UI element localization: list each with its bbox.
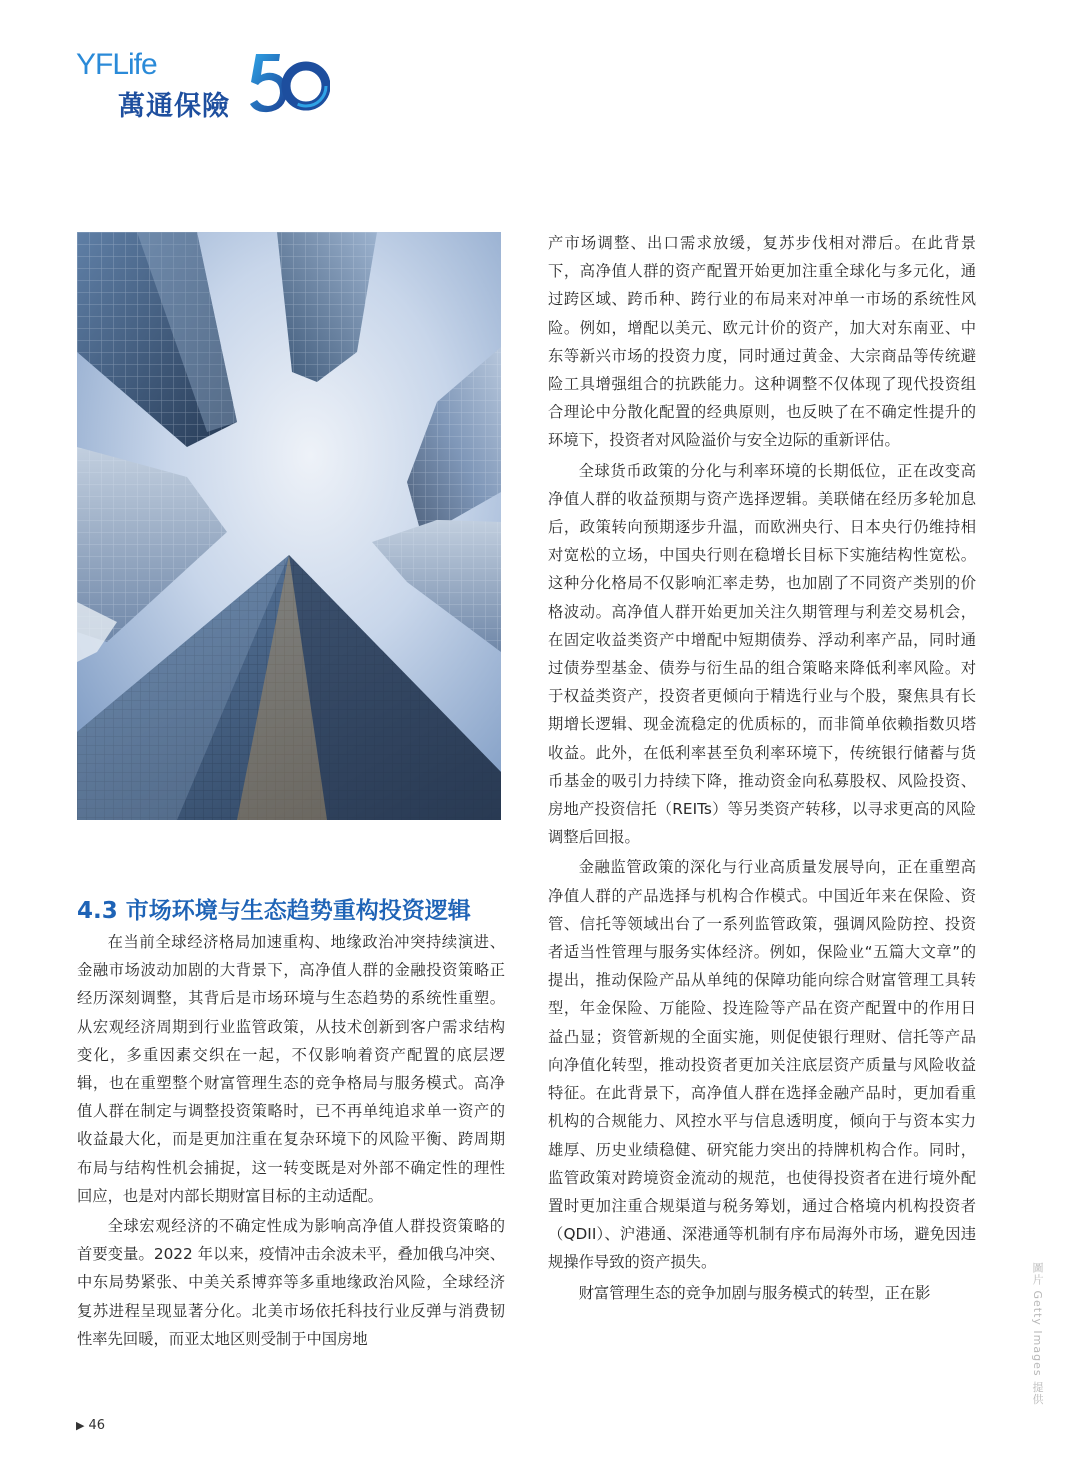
paragraph: 金融监管政策的深化与行业高质量发展导向，正在重塑高净值人群的产品选择与机构合作模式。中国近年来在保险、资管、信托等领域出台了一系列监管政策，强调风险防控、投资者适当性管理与服务实体经济。例如，保险业“五篇大文章”的提出，推动保险产品从单纯的保障功能向综合财富管理工具转型，年金保险、万能险、投连险等产品在资产配置中的作用日益凸显；资管新规的全面实施，则促使银行理财、信托等产品向净值化转型，推动投资者更加关注底层资产质量与风险收益特征。在此背景下，高净值人群在选择金融产品时，更加看重机构的合规能力、风控水平与信息透明度，倾向于与资本实力雄厚、历史业绩稳健、研究能力突出的持牌机构合作。同时，监管政策对跨境资金流动的规范，也使得投资者在进行境外配置时更加注重合规渠道与税务筹划，通过合格境内机构投资者（QDII）、沪港通、深港通等机制有序布局海外市场，避免因违规操作导致的资产损失。 [548,858,976,1272]
logo-english-text: YFLife [76,48,157,81]
logo-chinese-text: 萬通保險 [118,91,230,122]
right-text-column [548,229,976,1307]
paragraph: 财富管理生态的竞争加剧与服务模式的转型，正在影 [578,1283,931,1302]
paragraph: 在当前全球经济格局加速重构、地缘政治冲突持续演进、金融市场波动加剧的大背景下，高净值人群的金融投资策略正经历深刻调整，其背后是市场环境与生态趋势的系统性重塑。从宏观经济周期到行业监管政策，从技术创新到客户需求结构变化，多重因素交织在一起，不仅影响着资产配置的底层逻辑，也在重塑整个财富管理生态的竞争格局与服务模式。高净值人群在制定与调整投资策略时，已不再单纯追求单一资产的收益最大化，而是更加注重在复杂环境下的风险平衡、跨周期布局与结构性机会捕捉，这一转变既是对外部不确定性的理性回应，也是对内部长期财富目标的主动适配。 [77,933,505,1205]
section-heading: 4.3 市场环境与生态趋势重构投资逻辑 [77,898,471,924]
paragraph: 全球宏观经济的不确定性成为影响高净值人群投资策略的首要变量。2022 年以来，疫情冲击余波未平，叠加俄乌冲突、中东局势紧张、中美关系博弈等多重地缘政治风险，全球经济复苏进程呈现显著分化。北美市场依托科技行业反弹与消费韧性率先回暖，而亚太地区则受制于中国房地 [77,1217,505,1348]
paragraph: 产市场调整、出口需求放缓，复苏步伐相对滞后。在此背景下，高净值人群的资产配置开始更加注重全球化与多元化，通过跨区域、跨币种、跨行业的布局来对冲单一市场的系统性风险。例如，增配以美元、欧元计价的资产，加大对东南亚、中东等新兴市场的投资力度，同时通过黄金、大宗商品等传统避险工具增强组合的抗跌能力。这种调整不仅体现了现代投资组合理论中分散化配置的经典原则，也反映了在不确定性提升的环境下，投资者对风险溢价与安全边际的重新评估。 [548,234,976,450]
page-number-value: 46 [88,1418,106,1433]
photo-credit: 圖片 Getty Images 提供 [1031,1262,1044,1406]
left-text-column [77,928,505,1353]
skyscraper-photo [77,232,501,820]
paragraph: 全球货币政策的分化与利率环境的长期低位，正在改变高净值人群的收益预期与资产选择逻辑。美联储在经历多轮加息后，政策转向预期逐步升温，而欧洲央行、日本央行仍维持相对宽松的立场，中国央行则在稳增长目标下实施结构性宽松。这种分化格局不仅影响汇率走势，也加剧了不同资产类别的价格波动。高净值人群开始更加关注久期管理与利差交易机会，在固定收益类资产中增配中短期债券、浮动利率产品，同时通过债券型基金、债券与衍生品的组合策略来降低利率风险。对于权益类资产，投资者更倾向于精选行业与个股，聚焦具有长期增长逻辑、现金流稳定的优质标的，而非简单依赖指数贝塔收益。此外，在低利率甚至负利率环境下，传统银行储蓄与货币基金的吸引力持续下降，推动资金向私募股权、风险投资、房地产投资信托（REITs）等另类资产转移，以寻求更高的风险调整后回报。 [548,461,976,847]
company-logo [76,48,336,120]
page-number [76,1418,105,1433]
anniversary-50-logo-icon [246,48,330,120]
triangle-marker-icon: ▶ [76,1419,85,1432]
